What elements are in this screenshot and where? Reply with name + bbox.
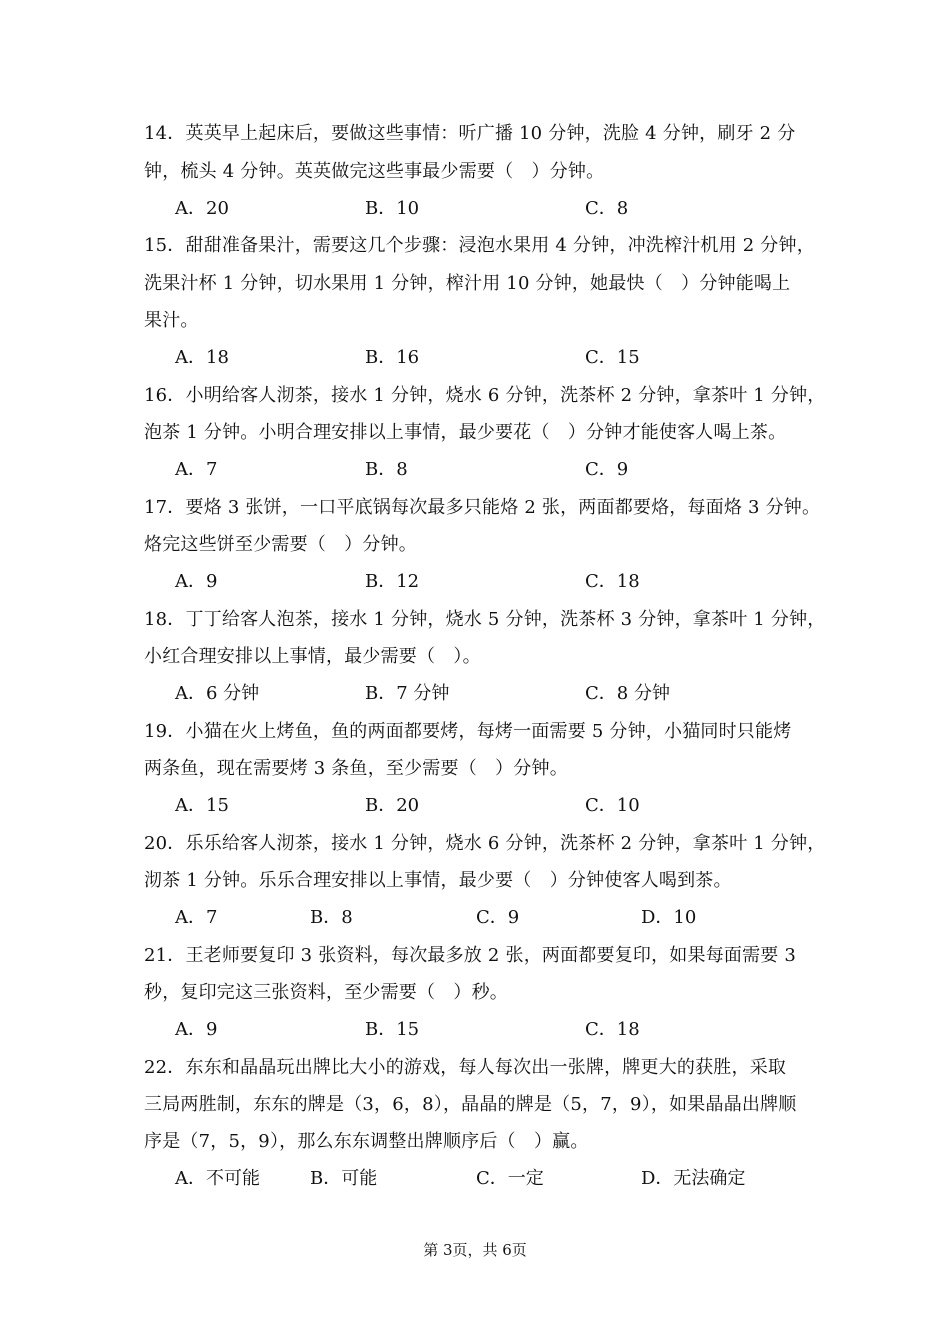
q17-option-c: C．18 bbox=[585, 571, 640, 592]
q14-option-c: C．8 bbox=[585, 198, 629, 219]
q17-option-a: A．9 bbox=[175, 571, 218, 592]
q16-option-a: A．7 bbox=[175, 459, 218, 480]
q21-line-2: 秒，复印完这三张资料，至少需要（ ）秒。 bbox=[144, 982, 508, 1003]
q15-option-c: C．15 bbox=[585, 347, 640, 368]
q18-option-c: C．8 分钟 bbox=[585, 683, 670, 704]
q22-line-1: 22．东东和晶晶玩出牌比大小的游戏，每人每次出一张牌，牌更大的获胜，采取 bbox=[144, 1057, 787, 1078]
q17-option-b: B．12 bbox=[365, 571, 420, 592]
q18-option-a: A．6 分钟 bbox=[175, 683, 260, 704]
q22-option-a: A．不可能 bbox=[175, 1168, 260, 1189]
q18-line-2: 小红合理安排以上事情，最少需要（ ）。 bbox=[144, 646, 481, 667]
q16-line-1: 16．小明给客人沏茶，接水 1 分钟，烧水 6 分钟，洗茶杯 2 分钟，拿茶叶 1 分钟， bbox=[144, 385, 826, 406]
q15-line-1: 15．甜甜准备果汁，需要这几个步骤：浸泡水果用 4 分钟，冲洗榨汁机用 2 分钟， bbox=[144, 235, 815, 256]
q14-option-a: A．20 bbox=[175, 198, 229, 219]
q16-option-b: B．8 bbox=[365, 459, 408, 480]
q21-option-b: B．15 bbox=[365, 1019, 420, 1040]
q20-line-2: 沏茶 1 分钟。乐乐合理安排以上事情，最少要（ ）分钟使客人喝到茶。 bbox=[144, 870, 732, 891]
page-footer: 第 3页，共 6页 bbox=[423, 1241, 527, 1259]
q19-line-2: 两条鱼，现在需要烤 3 条鱼，至少需要（ ）分钟。 bbox=[144, 758, 568, 779]
q20-option-d: D．10 bbox=[641, 907, 697, 928]
q20-option-b: B．8 bbox=[310, 907, 353, 928]
q19-option-b: B．20 bbox=[365, 795, 420, 816]
q14-option-b: B．10 bbox=[365, 198, 420, 219]
q15-option-a: A．18 bbox=[175, 347, 229, 368]
q15-option-b: B．16 bbox=[365, 347, 420, 368]
q20-line-1: 20．乐乐给客人沏茶，接水 1 分钟，烧水 6 分钟，洗茶杯 2 分钟，拿茶叶 1 分钟， bbox=[144, 833, 826, 854]
q19-line-1: 19．小猫在火上烤鱼，鱼的两面都要烤，每烤一面需要 5 分钟，小猫同时只能烤 bbox=[144, 721, 792, 742]
q19-option-a: A．15 bbox=[175, 795, 229, 816]
q15-line-2: 洗果汁杯 1 分钟，切水果用 1 分钟，榨汁用 10 分钟，她最快（ ）分钟能喝上 bbox=[144, 273, 791, 294]
q21-line-1: 21．王老师要复印 3 张资料，每次最多放 2 张，两面都要复印，如果每面需要 3 bbox=[144, 945, 797, 966]
q15-line-3: 果汁。 bbox=[144, 310, 199, 331]
q20-option-a: A．7 bbox=[175, 907, 218, 928]
q21-option-a: A．9 bbox=[175, 1019, 218, 1040]
q22-line-2: 三局两胜制，东东的牌是（3，6，8），晶晶的牌是（5，7，9），如果晶晶出牌顺 bbox=[144, 1094, 797, 1115]
q22-option-b: B．可能 bbox=[310, 1168, 378, 1189]
q21-option-c: C．18 bbox=[585, 1019, 640, 1040]
q22-option-c: C．一定 bbox=[476, 1168, 544, 1189]
q16-option-c: C．9 bbox=[585, 459, 629, 480]
q14-line-2: 钟，梳头 4 分钟。英英做完这些事最少需要（ ）分钟。 bbox=[144, 161, 605, 182]
q16-line-2: 泡茶 1 分钟。小明合理安排以上事情，最少要花（ ）分钟才能使客人喝上茶。 bbox=[144, 422, 787, 443]
q18-option-b: B．7 分钟 bbox=[365, 683, 450, 704]
q17-line-2: 烙完这些饼至少需要（ ）分钟。 bbox=[144, 534, 417, 555]
q22-line-3: 序是（7，5，9），那么东东调整出牌顺序后（ ）赢。 bbox=[144, 1131, 589, 1152]
q17-line-1: 17．要烙 3 张饼，一口平底锅每次最多只能烙 2 张，两面都要烙，每面烙 3 分钟。 bbox=[144, 497, 821, 518]
q22-option-d: D．无法确定 bbox=[641, 1168, 746, 1189]
q20-option-c: C．9 bbox=[476, 907, 520, 928]
q14-line-1: 14．英英早上起床后，要做这些事情：听广播 10 分钟，洗脸 4 分钟，刷牙 2 分 bbox=[144, 123, 796, 144]
q18-line-1: 18．丁丁给客人泡茶，接水 1 分钟，烧水 5 分钟，洗茶杯 3 分钟，拿茶叶 1 分钟， bbox=[144, 609, 826, 630]
q19-option-c: C．10 bbox=[585, 795, 640, 816]
